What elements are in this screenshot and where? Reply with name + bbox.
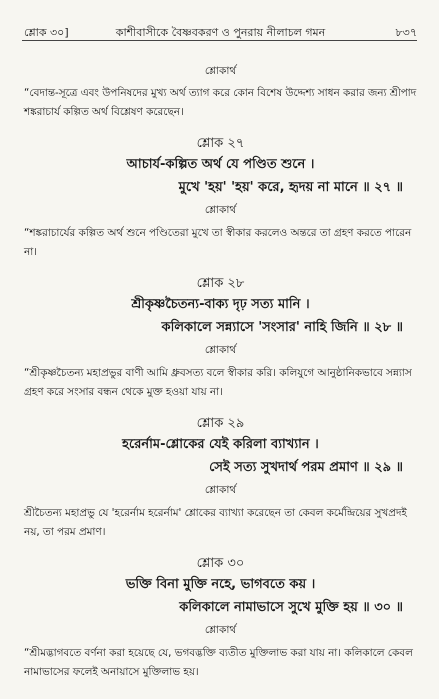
verse-number: শ্লোক ২৯ — [196, 416, 245, 431]
header-chapter-title: কাশীবাসীকে বৈষ্ণবকরণ ও পুনরায় নীলাচল গমন — [115, 26, 326, 39]
header-verse-ref: শ্লোক ৩০] — [24, 26, 69, 39]
running-header — [24, 24, 417, 40]
verse-number: শ্লোক ২৭ — [196, 136, 245, 151]
verse-line: আচার্য-কল্পিত অর্থ যে পণ্ডিত শুনে । — [126, 157, 315, 172]
translation-label: শ্লোকার্থ — [204, 484, 237, 496]
verse-line: হরের্নাম-শ্লোকের যেই করিলা ব্যাখ্যান । — [122, 437, 319, 452]
verse-line: শ্রীকৃষ্ণচৈতন্য-বাক্য দৃঢ় সত্য মানি । — [131, 297, 310, 312]
translation-text: “শ্রীমদ্ভাগবতে বর্ণনা করা হয়েছে যে, ভগবদ্ভক্তি ব্যতীত মুক্তিলাভ করা যায় না। কলিকালে কেবল নামাভাসের ফলেই অনায়াসে মুক্তিলাভ হয়। — [24, 647, 413, 678]
verse-line: কলিকালে নামাভাসে সুখে মুক্তি হয় ॥ ৩০ ॥ — [179, 600, 403, 615]
translation-label: শ্লোকার্থ — [204, 204, 237, 216]
verse-line: ভক্তি বিনা মুক্তি নহে, ভাগবতে কয় । — [125, 577, 316, 592]
verse-line: মুখে 'হয়' 'হয়' করে, হৃদয় না মানে ॥ ২৭ ॥ — [178, 180, 403, 195]
header-page-number: ৮৩৭ — [395, 26, 417, 39]
translation-text: “শঙ্করাচার্যের কল্পিত অর্থ শুনে পণ্ডিতেরা মুখে তা স্বীকার করলেও অন্তরে তা গ্রহণ করতে পারেন না। — [24, 227, 412, 258]
verse-number: শ্লোক ২৮ — [196, 276, 245, 291]
translation-label: শ্লোকার্থ — [204, 344, 237, 356]
header-rule — [22, 40, 417, 41]
verse-line: কলিকালে সন্ন্যাসে 'সংসার' নাহি জিনি ॥ ২৮ ॥ — [161, 320, 403, 335]
translation-text: “বেদান্ত-সূত্রে এবং উপনিষদের মুখ্য অর্থ ত্যাগ করে কোন বিশেষ উদ্দেশ্য সাধন করার জন্য শ্রীপাদ শঙ্করাচার্য কল্পিত অর্থ বিশ্লেষণ করেছেন। — [24, 87, 417, 118]
translation-text: শ্রীচৈতন্য মহাপ্রভু যে 'হরের্নাম হরের্নাম' শ্লোকের ব্যাখ্যা করেছেন তা কেবল কর্মেন্দ্রিয়ের সুখপ্রদই নয়, তা পরম প্রমাণ। — [24, 507, 407, 538]
verse-number: শ্লোক ৩০ — [196, 556, 245, 571]
translation-label: শ্লোকার্থ — [204, 624, 237, 636]
translation-label: শ্লোকার্থ — [204, 65, 237, 77]
translation-text: “শ্রীকৃষ্ণচৈতন্য মহাপ্রভুর বাণী আমি ধ্রুবসত্য বলে স্বীকার করি। কলিযুগে আনুষ্ঠানিকভাবে সন্ন্যাস গ্রহণ করে সংসার বন্ধন থেকে মুক্ত হওয়া যায় না। — [24, 367, 412, 398]
verse-line: সেই সত্য সুখদার্থ পরম প্রমাণ ॥ ২৯ ॥ — [209, 460, 403, 475]
